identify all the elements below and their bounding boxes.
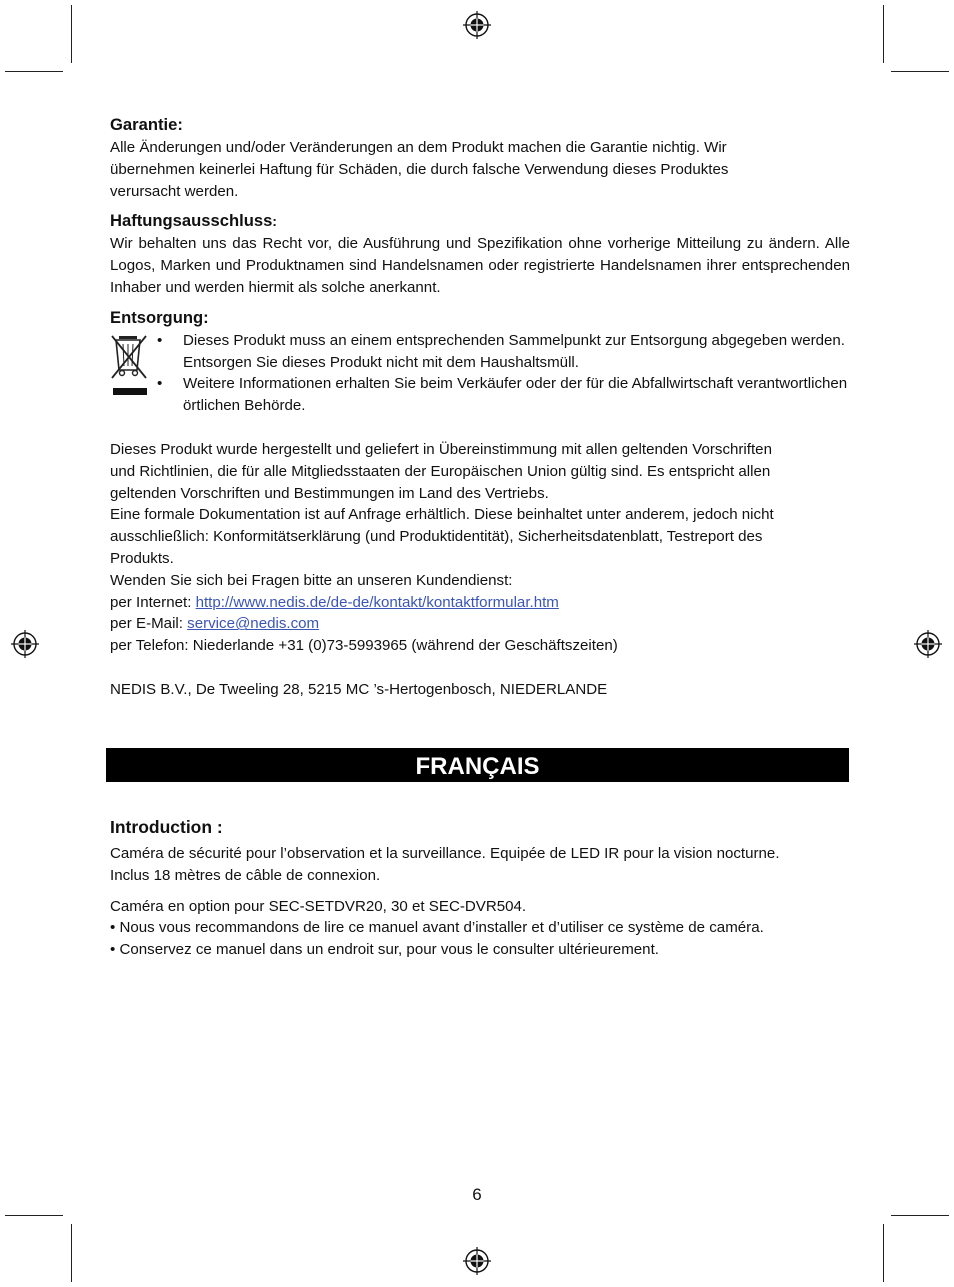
- registration-mark-icon: [461, 1245, 493, 1277]
- introduction-para-2: [110, 896, 850, 961]
- bullet-glyph: •: [157, 375, 163, 393]
- garantie-text: [110, 137, 850, 202]
- text-line: übernehmen keinerlei Haftung für Schäden, die durch falsche Verwendung dieses Produktes: [110, 160, 729, 178]
- section-heading-entsorgung: Entsorgung:: [110, 307, 209, 327]
- entsorgung-block: [110, 330, 850, 417]
- text-line: Eine formale Dokumentation ist auf Anfrage erhältlich. Diese beinhaltet unter anderem, jedoch nicht: [110, 506, 774, 524]
- text-line: Caméra de sécurité pour l’observation et la surveillance. Equipée de LED IR pour la vision nocturne.: [110, 845, 780, 862]
- phone-contact-line: per Telefon: Niederlande +31 (0)73-5993965 (während der Geschäftszeiten): [110, 637, 618, 655]
- crop-mark-bottom-right-vertical: [883, 1224, 884, 1282]
- text-line: Wenden Sie sich bei Fragen bitte an unseren Kundendienst:: [110, 571, 513, 589]
- haftung-text: Wir behalten uns das Recht vor, die Ausführung und Spezifikation ohne vorherige Mitteilung zu ändern. Alle Logos, Marken und Produktnamen sind Handelsnamen oder registrierte Handelsnamen ihrer entsprechenden Inhaber und werden hiermit als solche anerkannt.: [110, 235, 850, 296]
- section-heading-haftungsausschluss: [110, 210, 850, 232]
- page-number: 6: [472, 1185, 482, 1204]
- text-line: geltenden Vorschriften und Bestimmungen im Land des Vertriebs.: [110, 484, 549, 502]
- crop-mark-bottom-right-horizontal: [891, 1215, 949, 1216]
- crop-mark-bottom-left-vertical: [71, 1224, 72, 1282]
- internet-contact-line: [110, 592, 850, 614]
- registration-mark-icon: [461, 9, 493, 41]
- text-line: verursacht werden.: [110, 182, 239, 200]
- service-email-link[interactable]: service@nedis.com: [187, 615, 320, 633]
- list-item: • Nous vous recommandons de lire ce manuel avant d’installer et d’utiliser ce système de caméra.: [110, 919, 764, 937]
- introduction-para-1: [110, 843, 850, 887]
- crop-mark-top-left-horizontal: [5, 71, 63, 72]
- introduction-section: [110, 816, 850, 961]
- bullet-text: Dieses Produkt muss an einem entsprechenden Sammelpunkt zur Entsorgung abgegeben werden. Entsorgen Sie dieses Produkt nicht mit dem Haushaltsmüll.: [183, 331, 846, 371]
- text-line: Caméra en option pour SEC-SETDVR20, 30 et SEC-DVR504.: [110, 897, 527, 915]
- crop-mark-top-left-vertical: [71, 5, 72, 63]
- email-label: per E-Mail:: [110, 615, 188, 633]
- list-item: [110, 373, 850, 417]
- conformity-text: [110, 439, 850, 701]
- entsorgung-bullet-list: [110, 330, 850, 417]
- text-line: Alle Änderungen und/oder Veränderungen an dem Produkt machen die Garantie nichtig. Wir: [110, 139, 727, 156]
- page-content: [110, 114, 850, 701]
- heading-colon: :: [272, 213, 277, 230]
- crop-mark-bottom-left-horizontal: [5, 1215, 63, 1216]
- text-line: Dieses Produkt wurde hergestellt und geliefert in Übereinstimmung mit allen geltenden Vorschriften: [110, 440, 772, 458]
- text-line: Inclus 18 mètres de câble de connexion.: [110, 866, 381, 884]
- text-line: Produkts.: [110, 549, 174, 567]
- contact-form-link[interactable]: http://www.nedis.de/de-de/kontakt/kontaktformular.htm: [195, 593, 559, 611]
- internet-label: per Internet:: [110, 593, 196, 611]
- section-heading-introduction: Introduction :: [110, 817, 223, 837]
- text-line: ausschließlich: Konformitätserklärung (und Produktidentität), Sicherheitsdatenblatt, Testreport des: [110, 528, 763, 546]
- bullet-text: Weitere Informationen erhalten Sie beim Verkäufer oder der für die Abfallwirtschaft verantwortlichen örtlichen Behörde.: [183, 375, 848, 415]
- registration-mark-icon: [9, 628, 41, 660]
- bullet-glyph: •: [157, 331, 163, 349]
- text-line: und Richtlinien, die für alle Mitgliedsstaaten der Europäischen Union gültig sind. Es entspricht allen: [110, 462, 771, 480]
- registration-mark-icon: [912, 628, 944, 660]
- section-heading-garantie: Garantie:: [110, 115, 183, 134]
- list-item: [110, 330, 850, 374]
- list-item: • Conservez ce manuel dans un endroit sur, pour vous le consulter ultérieurement.: [110, 941, 659, 959]
- language-banner-francais: FRANÇAIS: [106, 748, 849, 782]
- company-address: NEDIS B.V., De Tweeling 28, 5215 MC ’s-Hertogenbosch, NIEDERLANDE: [110, 680, 608, 698]
- crop-mark-top-right-horizontal: [891, 71, 949, 72]
- heading-text: Haftungsausschluss: [110, 211, 273, 231]
- crop-mark-top-right-vertical: [883, 5, 884, 63]
- email-contact-line: [110, 613, 850, 635]
